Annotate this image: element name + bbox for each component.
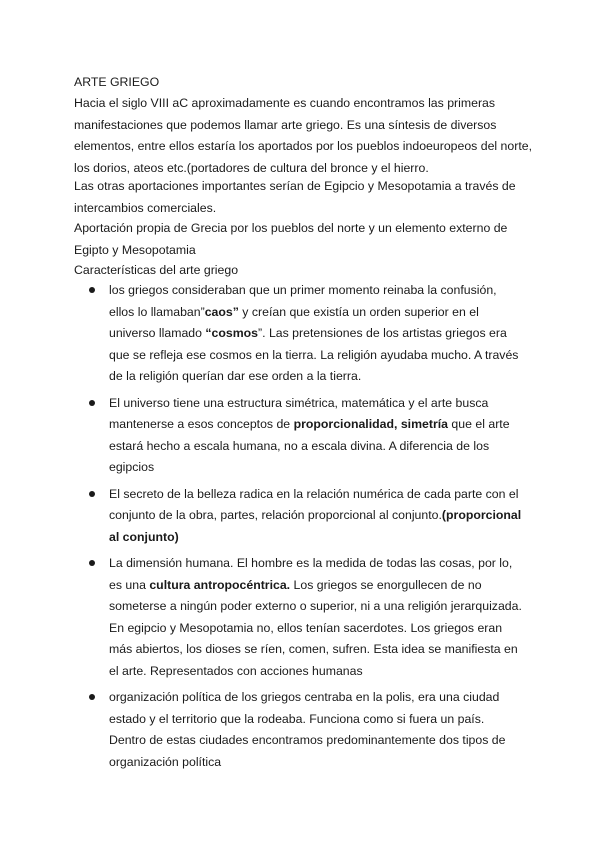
list-item: organización política de los griegos centraba en la polis, era una ciudad estado y el territorio que la rodeaba. Funciona como si fuera un país. Dentro de estas ciudades encontramos predominantemente dos tipos de organización política <box>74 687 524 773</box>
list-item: La dimensión humana. El hombre es la medida de todas las cosas, por lo, es una cultura antropocéntrica. Los griegos se enorgullecen de no someterse a ningún poder externo o superior, ni a una religión jerarquizada. En egipcio y Mesopotamia no, ellos tenían sacerdotes. Los griegos eran más abiertos, los dioses se ríen, comen, sufren. Esta idea se manifiesta en el arte. Representados con acciones humanas <box>74 553 524 682</box>
list-item: El universo tiene una estructura simétrica, matemática y el arte busca mantenerse a esos conceptos de proporcionalidad, simetría que el arte estará hecho a escala humana, no a escala divina. A diferencia de los egipcios <box>74 393 524 479</box>
document-title: ARTE GRIEGO <box>74 75 160 89</box>
characteristics-heading: Características del arte griego <box>74 263 239 277</box>
bullet-icon <box>89 400 95 406</box>
bullet-icon <box>89 287 95 293</box>
bullet-icon <box>89 491 95 497</box>
intro-paragraph: Hacia el siglo VIII aC aproximadamente es cuando encontramos las primeras manifestaciones que podemos llamar arte griego. Es una síntesis de diversos elementos, entre ellos estaría los aportados por los pueblos indoeuropeos del norte, los dorios, ateos etc.(portadores de cultura del bronce y el hierro. <box>74 96 533 175</box>
bold-term: (proporcional al conjunto) <box>109 508 522 544</box>
bold-term: caos” <box>204 304 239 319</box>
influences-paragraph: Las otras aportaciones importantes serían de Egipcio y Mesopotamia a través de intercambios comerciales. <box>74 179 516 215</box>
contribution-paragraph: Aportación propia de Grecia por los pueblos del norte y un elemento externo de Egipto y Mesopotamia <box>74 221 508 257</box>
bold-term: cultura antropocéntrica. <box>149 577 291 592</box>
bold-term: proporcionalidad, simetría <box>293 417 449 431</box>
bold-term: “cosmos <box>205 326 259 340</box>
bullet-icon <box>89 694 95 700</box>
bullet-icon <box>89 560 95 566</box>
list-item: los griegos consideraban que un primer momento reinaba la confusión, ellos lo llamaban”caos” y creían que existía un orden superior en el universo llamado “cosmos”. Las pretensiones de los artistas griegos era que se refleja ese cosmos en la tierra. La religión ayudaba mucho. A través de la religión querían dar ese orden a la tierra. <box>74 280 524 388</box>
characteristics-list <box>74 280 524 778</box>
list-item: El secreto de la belleza radica en la relación numérica de cada parte con el conjunto de la obra, partes, relación proporcional al conjunto.(proporcional al conjunto) <box>74 484 524 549</box>
